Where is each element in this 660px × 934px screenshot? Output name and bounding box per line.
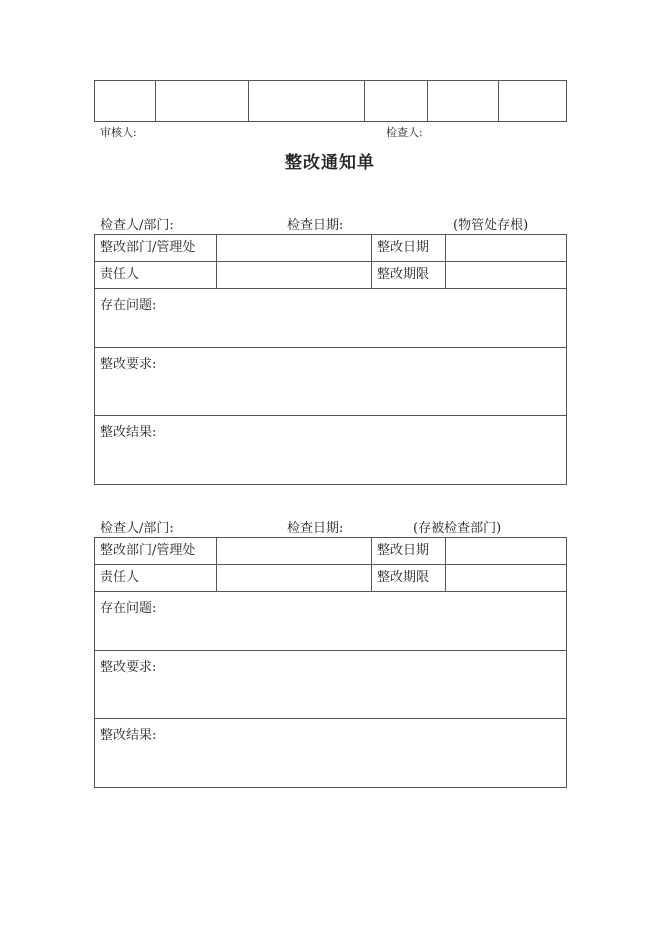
form1-responsible-field[interactable] [217,262,372,289]
form2-rectify-date-field[interactable] [446,538,567,565]
form1-responsible-label: 责任人 [95,262,217,289]
inspector-label: 检查人: [386,126,423,139]
form2-requirements-label: 整改要求: [100,660,157,675]
form1-rectify-dept-label: 整改部门/管理处 [95,235,217,262]
form1-problems-field[interactable] [95,289,567,348]
top-signature-table [94,80,567,122]
page-title: 整改通知单 [285,153,375,173]
form2-responsible-field[interactable] [217,565,372,592]
form1-problems-label: 存在问题: [100,298,157,313]
form2-results-field[interactable] [95,719,567,788]
top-cell-5[interactable] [428,81,499,122]
form1-requirements-field[interactable] [95,348,567,416]
form2-deadline-label: 整改期限 [372,565,446,592]
form1-inspect-date-label: 检查日期: [287,218,344,233]
form2-copy-label: (存被检查部门) [413,521,502,536]
form1-deadline-field[interactable] [446,262,567,289]
form1-deadline-label: 整改期限 [372,262,446,289]
top-cell-4[interactable] [365,81,428,122]
form2-requirements-field[interactable] [95,651,567,719]
form1-results-label: 整改结果: [100,425,157,440]
top-cell-2[interactable] [156,81,249,122]
form2-problems-label: 存在问题: [100,601,157,616]
form2-rectify-dept-label: 整改部门/管理处 [95,538,217,565]
top-cell-3[interactable] [249,81,365,122]
form2-results-label: 整改结果: [100,728,157,743]
form1-inspector-dept-label: 检查人/部门: [100,218,174,233]
form1-results-field[interactable] [95,416,567,485]
form1-table [94,234,567,485]
form1-rectify-dept-field[interactable] [217,235,372,262]
form2-rectify-dept-field[interactable] [217,538,372,565]
form2-problems-field[interactable] [95,592,567,651]
top-cell-6[interactable] [499,81,567,122]
form1-rectify-date-label: 整改日期 [372,235,446,262]
form2-table [94,537,567,788]
top-cell-1[interactable] [95,81,156,122]
form2-rectify-date-label: 整改日期 [372,538,446,565]
form2-inspect-date-label: 检查日期: [287,521,344,536]
reviewer-label: 审核人: [100,126,137,139]
form2-inspector-dept-label: 检查人/部门: [100,521,174,536]
form2-deadline-field[interactable] [446,565,567,592]
form1-requirements-label: 整改要求: [100,357,157,372]
form2-responsible-label: 责任人 [95,565,217,592]
form1-copy-label: (物管处存根) [453,218,529,233]
form1-rectify-date-field[interactable] [446,235,567,262]
